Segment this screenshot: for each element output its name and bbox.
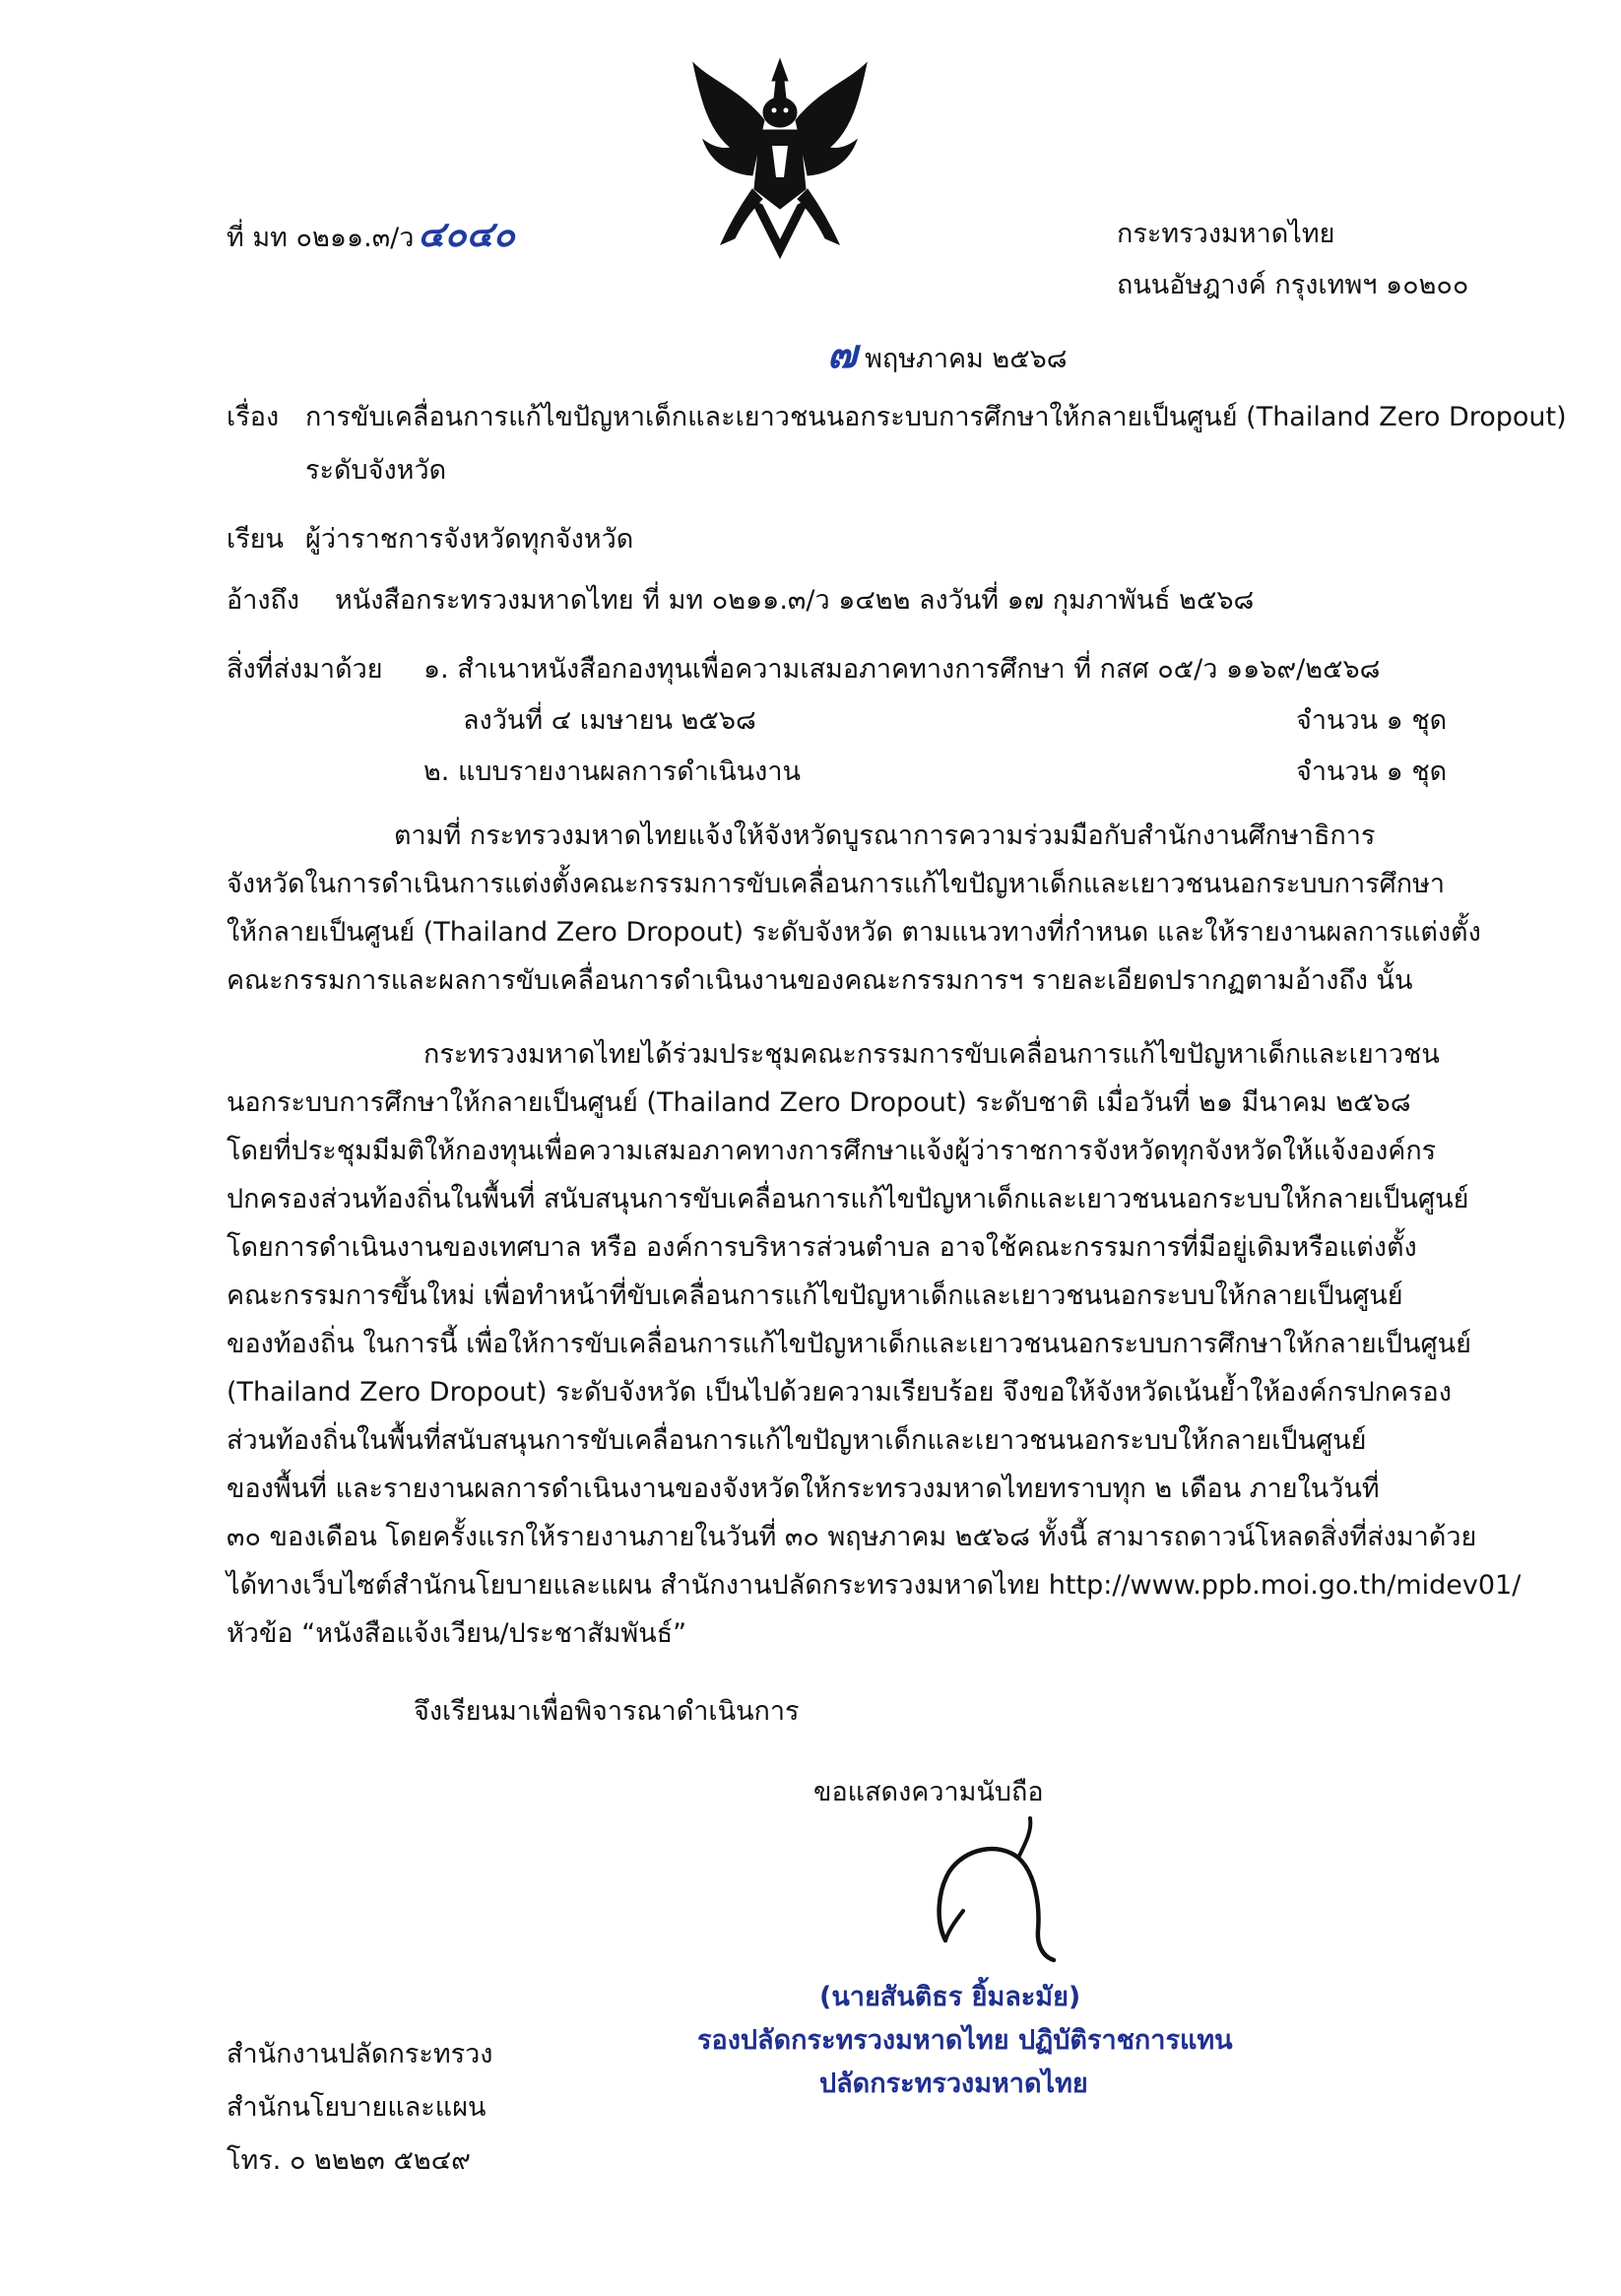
body-paragraph-1	[227, 812, 1481, 1005]
signatory-title-line-1: รองปลัดกระทรวงมหาดไทย ปฏิบัติราชการแทน	[697, 2025, 1233, 2056]
date-day-handwritten: ๗	[827, 331, 858, 377]
ministry-address: ถนนอัษฎางค์ กรุงเทพฯ ๑๐๒๐๐	[1117, 270, 1469, 300]
to-label: เรียน	[227, 524, 285, 555]
paragraph-line: ตามที่ กระทรวงมหาดไทยแจ้งให้จังหวัดบูรณาการความร่วมมือกับสำนักงานศึกษาธิการ	[394, 820, 1376, 851]
enclosure-1-line-1: ๑. สำเนาหนังสือกองทุนเพื่อความเสมอภาคทางการศึกษา ที่ กสศ ๐๕/ว ๑๑๖๙/๒๕๖๘	[423, 654, 1381, 685]
signatory-title-line-2: ปลัดกระทรวงมหาดไทย	[819, 2068, 1088, 2099]
enclosure-label: สิ่งที่ส่งมาด้วย	[227, 654, 383, 685]
subject-line-1: การขับเคลื่อนการแก้ไขปัญหาเด็กและเยาวชนนอกระบบการศึกษาให้กลายเป็นศูนย์ (Thailand Zero Dropout)	[305, 402, 1567, 432]
enclosure-2: ๒. แบบรายงานผลการดำเนินงาน	[423, 756, 801, 787]
document-number-prefix: ที่ มท ๐๒๑๑.๓/ว	[227, 223, 415, 253]
footer-phone: โทร. ๐ ๒๒๒๓ ๕๒๔๙	[227, 2145, 471, 2176]
footer-division: สำนักนโยบายและแผน	[227, 2092, 486, 2123]
footer-office: สำนักงานปลัดกระทรวง	[227, 2039, 493, 2069]
date-month-year: พฤษภาคม ๒๕๖๘	[865, 344, 1068, 374]
enclosure-1-line-2: ลงวันที่ ๔ เมษายน ๒๕๖๘	[463, 705, 756, 736]
enclosure-2-quantity: จำนวน ๑ ชุด	[1296, 756, 1448, 787]
paragraph-line: กระทรวงมหาดไทยได้ร่วมประชุมคณะกรรมการขับเคลื่อนการแก้ไขปัญหาเด็กและเยาวชน	[423, 1039, 1440, 1070]
paragraph-line: ให้กลายเป็นศูนย์ (Thailand Zero Dropout) ระดับจังหวัด ตามแนวทางที่กำหนด และให้รายงานผลการแต่งตั้ง	[227, 917, 1481, 948]
ministry-name: กระทรวงมหาดไทย	[1117, 219, 1335, 249]
paragraph-line: หัวข้อ “หนังสือแจ้งเวียน/ประชาสัมพันธ์”	[227, 1618, 687, 1649]
subject-line-2: ระดับจังหวัด	[305, 455, 447, 486]
reference-label: อ้างถึง	[227, 585, 300, 616]
paragraph-line: ของท้องถิ่น ในการนี้ เพื่อให้การขับเคลื่อนการแก้ไขปัญหาเด็กและเยาวชนนอกระบบการศึกษาให้กลายเป็นศูนย์	[227, 1329, 1471, 1359]
subject-label: เรื่อง	[227, 402, 280, 432]
handwritten-signature	[916, 1812, 1073, 1970]
paragraph-line: นอกระบบการศึกษาให้กลายเป็นศูนย์ (Thailand Zero Dropout) ระดับชาติ เมื่อวันที่ ๒๑ มีนาคม ๒๕๖๘	[227, 1087, 1411, 1118]
paragraph-line: ของพื้นที่ และรายงานผลการดำเนินงานของจังหวัดให้กระทรวงมหาดไทยทราบทุก ๒ เดือน ภายในวันที่	[227, 1474, 1380, 1504]
reference-value: หนังสือกระทรวงมหาดไทย ที่ มท ๐๒๑๑.๓/ว ๑๔๒๒ ลงวันที่ ๑๗ กุมภาพันธ์ ๒๕๖๘	[335, 585, 1255, 616]
to-value: ผู้ว่าราชการจังหวัดทุกจังหวัด	[305, 524, 634, 555]
garuda-emblem	[681, 51, 878, 278]
paragraph-line: ปกครองส่วนท้องถิ่นในพื้นที่ สนับสนุนการขับเคลื่อนการแก้ไขปัญหาเด็กและเยาวชนนอกระบบให้กลายเป็นศูนย์	[227, 1184, 1469, 1214]
paragraph-line: จังหวัดในการดำเนินการแต่งตั้งคณะกรรมการขับเคลื่อนการแก้ไขปัญหาเด็กและเยาวชนนอกระบบการศึกษา	[227, 869, 1446, 899]
body-paragraph-2	[227, 1030, 1522, 1658]
paragraph-line: (Thailand Zero Dropout) ระดับจังหวัด เป็นไปด้วยความเรียบร้อย จึงขอให้จังหวัดเน้นย้ำให้องค์กรปกครอง	[227, 1377, 1452, 1408]
signatory-name: (นายสันติธร ยิ้มละมัย)	[819, 1982, 1081, 2012]
paragraph-line: ได้ทางเว็บไซต์สำนักนโยบายและแผน สำนักงานปลัดกระทรวงมหาดไทย http://www.ppb.moi.go.th/midev01/	[227, 1570, 1522, 1601]
paragraph-line: คณะกรรมการและผลการขับเคลื่อนการดำเนินงานของคณะกรรมการฯ รายละเอียดปรากฏตามอ้างถึง นั้น	[227, 965, 1413, 996]
document-number-handwritten: ๔๐๔๐	[418, 214, 515, 255]
closing-request: จึงเรียนมาเพื่อพิจารณาดำเนินการ	[414, 1696, 800, 1727]
salutation: ขอแสดงความนับถือ	[813, 1777, 1044, 1807]
paragraph-line: ส่วนท้องถิ่นในพื้นที่สนับสนุนการขับเคลื่อนการแก้ไขปัญหาเด็กและเยาวชนนอกระบบให้กลายเป็นศูนย์	[227, 1425, 1367, 1456]
paragraph-line: คณะกรรมการขึ้นใหม่ เพื่อทำหน้าที่ขับเคลื่อนการแก้ไขปัญหาเด็กและเยาวชนนอกระบบให้กลายเป็นศูนย์	[227, 1280, 1403, 1311]
enclosure-1-quantity: จำนวน ๑ ชุด	[1296, 705, 1448, 736]
paragraph-line: โดยการดำเนินงานของเทศบาล หรือ องค์การบริหารส่วนตำบล อาจใช้คณะกรรมการที่มีอยู่เดิมหรือแต่งตั้ง	[227, 1232, 1417, 1263]
document-date	[827, 331, 1068, 379]
document-number	[227, 215, 515, 258]
paragraph-line: โดยที่ประชุมมีมติให้กองทุนเพื่อความเสมอภาคทางการศึกษาแจ้งผู้ว่าราชการจังหวัดทุกจังหวัดให้แจ้งองค์กร	[227, 1136, 1437, 1166]
paragraph-line: ๓๐ ของเดือน โดยครั้งแรกให้รายงานภายในวันที่ ๓๐ พฤษภาคม ๒๕๖๘ ทั้งนี้ สามารถดาวน์โหลดสิ่งที่ส่งมาด้วย	[227, 1522, 1477, 1552]
